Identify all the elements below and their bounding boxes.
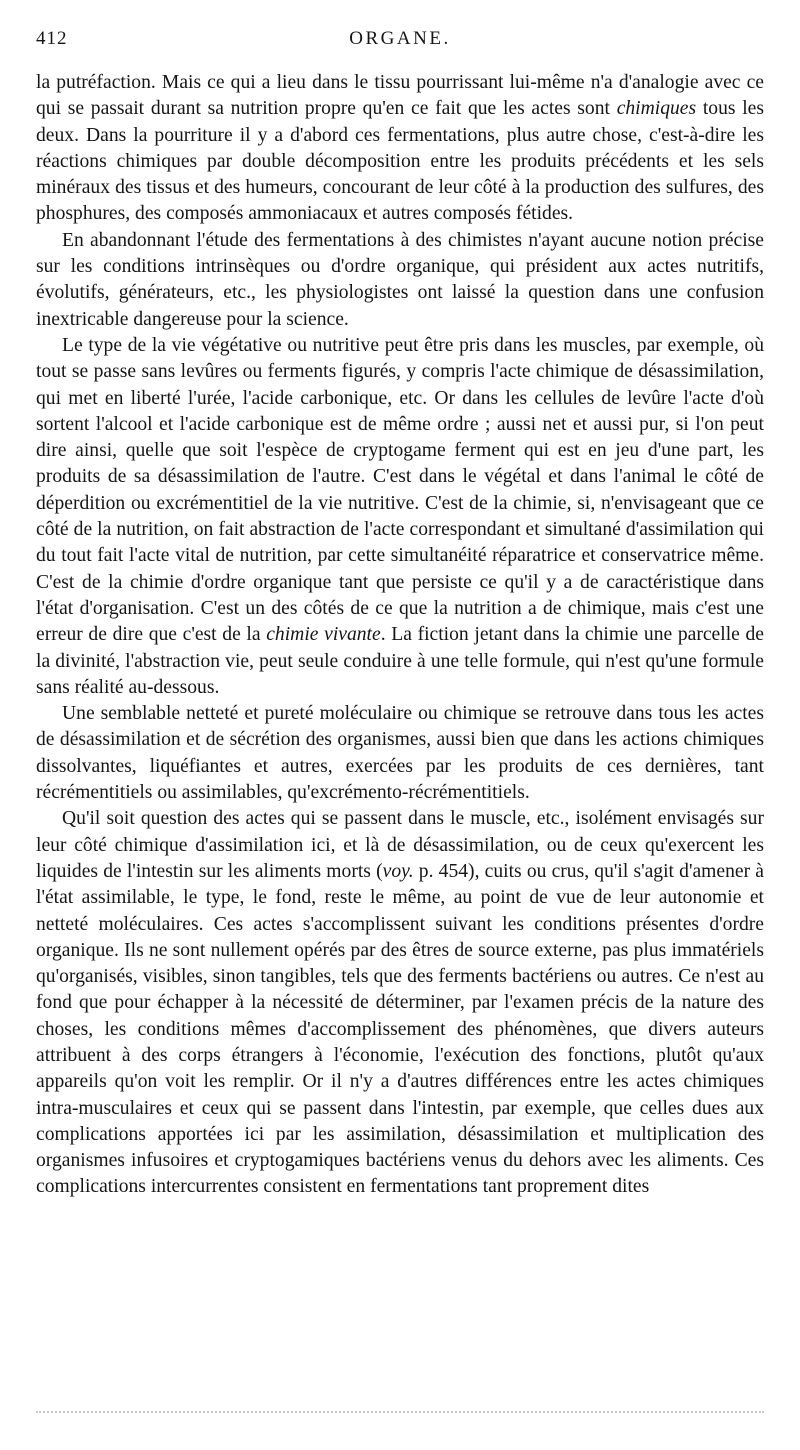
text-run: . La fiction jetant dans la chimie une parcelle de la divinité, l'abstraction vie, peut seule conduire à une telle formule, qui n'est qu'une formule sans réalité au-dessous. — [36, 624, 764, 698]
footer-rule — [36, 1411, 764, 1413]
text-run: Une semblable netteté et pureté moléculaire ou chimique se retrouve dans tous les actes de désassimilation et de sécrétion des organismes, aussi bien que dans les actions chimiques dissolvantes, liquéfiantes et autres, exercées par les produits de ces dernières, tant récrémentitiels ou assimilables, qu'excrémento-récrémentitiels. — [36, 703, 764, 804]
continued-paragraph — [36, 70, 764, 228]
text-run: En abandonnant l'étude des fermentations à des chimistes n'ayant aucune notion précise sur les conditions intrinsèques ou d'ordre organique, qui président aux actes nutritifs, évolutifs, générateurs, etc., les physiologistes ont laissé la question dans une confusion inextricable dangereuse pour la science. — [36, 229, 764, 330]
text-run: Le type de la vie végétative ou nutritive peut être pris dans les muscles, par exemple, où tout se passe sans levûres ou ferments figurés, y compris l'acte chimique de désassimilation, qui met en liberté l'urée, l'acide carbonique, etc. Or dans les cellules de levûre l'acte d'où sortent l'alcool et l'acide carbonique est de même ordre ; aussi net et aussi pur, si l'on peut dire ainsi, quelle que soit l'espèce de cryptogame ferment qui est en jeu d'une part, les produits de sa désassimilation de l'autre. C'est dans le végétal et dans l'animal le côté de déperdition ou excrémentitiel de la vie nutritive. C'est de la chimie, si, n'envisageant que ce côté de la nutrition, on fait abstraction de l'acte correspondant et simultané d'assimilation qui du tout fait l'acte vital de nutrition, par cette simultanéité réparatrice et conservatrice même. C'est de la chimie d'ordre organique tant que persiste ce qu'il y a de caractéristique dans l'état d'organisation. C'est un des côtés de ce que la nutrition a de chimique, mais c'est une erreur de dire que c'est de la — [36, 334, 764, 646]
text-run: p. 454), cuits ou crus, qu'il s'agit d'amener à l'état assimilable, le type, le fond, reste le même, au point de vue de leur autonomie et netteté moléculaires. Ces actes s'accomplissent suivant les conditions présentes d'ordre organique. Ils ne sont nullement opérés par des êtres de source externe, pas plus immatériels qu'organisés, visibles, sinon tangibles, tels que des ferments bactériens ou autres. Ce n'est au fond que pour échapper à la nécessité de déterminer, par l'examen précis de la nature des choses, les conditions mêmes d'accomplissement des phénomènes, que divers auteurs attribuent à des corps étrangers à l'économie, l'exécution des fonctions, plutôt qu'aux appareils qu'on voit les remplir. Or il n'y a d'autres différences entre les actes chimiques intra-musculaires et ceux qui se passent dans l'intestin, par exemple, que celles dues aux complications apportées ici par les assimilation, désassimilation et multiplication des organismes infusoires et cryptogamiques bactériens venus du dehors avec les aliments. Ces complications intercurrentes consistent en fermentations tant proprement dites — [36, 860, 765, 1198]
italic-text: chimie vivante — [266, 624, 381, 646]
running-head — [36, 22, 764, 56]
running-title: ORGANE. — [349, 28, 451, 49]
body-text — [36, 70, 764, 1201]
text-run: tous les deux. Dans la pourriture il y a d'abord ces fermentations, plus autre chose, c'est-à-dire les réactions chimiques par double décomposition entre les produits précédents et les sels minéraux des tissus et des humeurs, concourant de leur côté à la production des sulfures, des phosphures, des composés ammoniacaux et autres composés fétides. — [36, 98, 764, 225]
paragraph — [36, 228, 764, 333]
text-run: Qu'il soit question des actes qui se passent dans le muscle, etc., isolément envisagés sur leur côté chimique d'assimilation ici, et là de désassimilation, ou de ceux qu'exercent les liquides de l'intestin sur les aliments morts ( — [36, 808, 764, 882]
paragraph — [36, 701, 764, 806]
paragraph — [36, 333, 764, 701]
italic-text: chimiques — [616, 98, 697, 120]
paragraph — [36, 806, 764, 1200]
page-number: 412 — [36, 28, 68, 49]
text-run: la putréfaction. Mais ce qui a lieu dans le tissu pourrissant lui-même n'a d'analogie avec ce qui se passait durant sa nutrition propre qu'en ce fait que les actes sont — [36, 72, 764, 120]
italic-text: voy. — [382, 860, 414, 882]
